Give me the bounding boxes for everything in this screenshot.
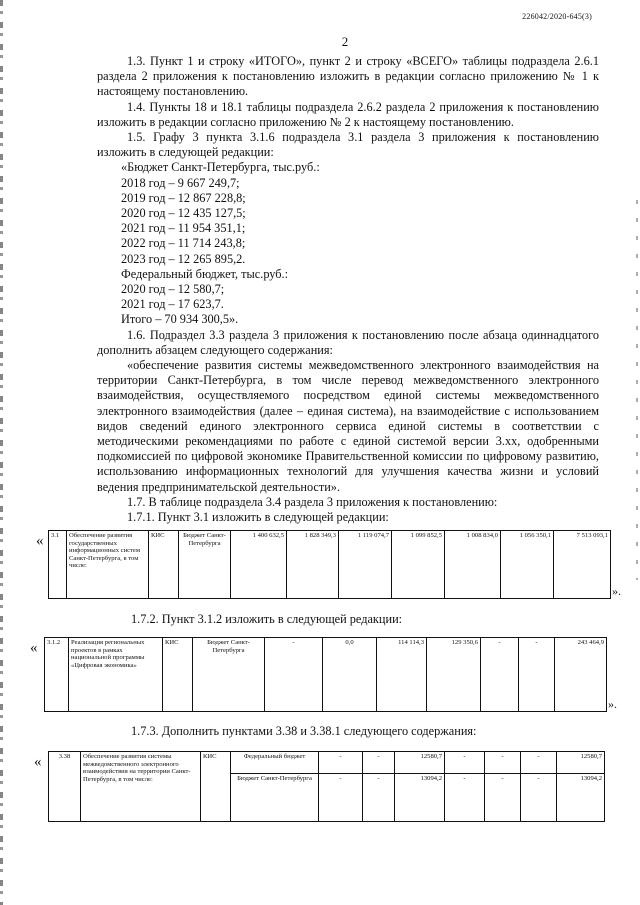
cell-value: 1 099 852,5 xyxy=(392,531,445,599)
cell-num: 3.1.2 xyxy=(45,638,69,712)
close-quote-2: ». xyxy=(608,697,617,711)
cell-num: 3.38 xyxy=(49,752,81,822)
cell-source: Федеральный бюджет xyxy=(231,752,319,774)
budget-line: 2019 год – 12 867 228,8; xyxy=(121,190,246,205)
cell-value: 1 828 349,3 xyxy=(287,531,339,599)
cell-value: - xyxy=(319,774,363,822)
budget-line: Итого – 70 934 300,5». xyxy=(121,312,239,327)
table-item-3-38 xyxy=(48,751,605,822)
open-quote-2: « xyxy=(30,640,38,656)
cell-value: 13094,2 xyxy=(395,774,445,822)
cell-value: - xyxy=(445,774,485,822)
budget-line: 2021 год – 11 954 351,1; xyxy=(121,221,246,236)
cell-exec: КИС xyxy=(201,752,231,822)
cell-name: Реализация региональных проектов в рамках национальной программы «Цифровая экономика» xyxy=(69,638,163,712)
cell-value: - xyxy=(521,752,557,774)
table-item-3-1 xyxy=(48,530,611,599)
cell-exec: КИС xyxy=(149,531,179,599)
open-quote-1: « xyxy=(36,533,44,549)
cell-value: - xyxy=(445,752,485,774)
cell-value: 1 008 834,0 xyxy=(445,531,501,599)
budget-line: 2020 год – 12 580,7; xyxy=(121,282,225,297)
budget-line: 2022 год – 11 714 243,8; xyxy=(121,236,246,251)
budget-line: 2018 год – 9 667 249,7; xyxy=(121,175,240,190)
cell-value: 243 464,9 xyxy=(555,638,607,712)
table-row xyxy=(45,638,607,712)
cell-value: 1 119 074,7 xyxy=(339,531,392,599)
open-quote-3: « xyxy=(34,754,42,770)
cell-value: - xyxy=(265,638,323,712)
cell-value: 12580,7 xyxy=(395,752,445,774)
cell-value: - xyxy=(363,752,395,774)
scan-edge-left xyxy=(0,0,3,905)
cell-value: 0,0 xyxy=(323,638,377,712)
page-number: 2 xyxy=(341,34,349,49)
paragraph-1-4: 1.4. Пункты 18 и 18.1 таблицы подраздела 2.6.2 раздела 2 приложения к постановлению изложить в редакции согласно приложению № 2 к настоящему постановлению. xyxy=(97,99,599,129)
paragraph-1-3: 1.3. Пункт 1 и строку «ИТОГО», пункт 2 и строку «ВСЕГО» таблицы подраздела 2.6.1 раздела 2 приложения к постановлению изложить в редакции согласно приложению № 1 к настоящему постановлению. xyxy=(97,54,599,99)
cell-num: 3.1 xyxy=(49,531,67,599)
budget-line: Федеральный бюджет, тыс.руб.: xyxy=(121,266,289,281)
close-quote-1: ». xyxy=(612,584,621,598)
cell-exec: КИС xyxy=(163,638,193,712)
budget-line: 2023 год – 12 265 895,2. xyxy=(121,251,246,266)
cell-name: Обеспечение развития государственных информационных систем Санкт-Петербурга, в том числе: xyxy=(67,531,149,599)
cell-name: Обеспечение развития системы межведомственного электронного взаимодействия на территории Санкт-Петербурга, в том числе: xyxy=(81,752,201,822)
paragraph-1-6: 1.6. Подраздел 3.3 раздела 3 приложения к постановлению после абзаца одиннадцатого дополнить абзацем следующего содержания: xyxy=(97,327,599,357)
cell-source: Бюджет Санкт-Петербурга xyxy=(193,638,265,712)
table-row xyxy=(49,531,611,599)
cell-value: - xyxy=(319,752,363,774)
cell-value: - xyxy=(519,638,555,712)
cell-value: 114 114,3 xyxy=(377,638,427,712)
quoted-paragraph: «обеспечение развития системы межведомственного электронного взаимодействия на территории Санкт-Петербурга, в том числе перевод межведомственного электронного взаимодействия, осуществляемого посредством единой системы межведомственного электронного взаимодействия (далее – единая система), на взаимодействие с использованием видов сведений единого электронного сервиса единой системы в соответствии с методическими рекомендациями по работе с единой системой версии 3.хх, одобренными подкомиссией по цифровой экономике Правительственной комиссии по цифровому развитию, использованию информационных технологий для улучшения качества жизни и условий ведения предпринимательской деятельности». xyxy=(97,358,599,494)
budget-list xyxy=(97,160,599,327)
cell-source: Бюджет Санкт-Петербурга xyxy=(231,774,319,822)
paragraph-1-7-3: 1.7.3. Дополнить пунктами 3.38 и 3.38.1 следующего содержания: xyxy=(131,724,477,738)
cell-value: 129 350,6 xyxy=(427,638,481,712)
cell-value: - xyxy=(481,638,519,712)
cell-value: 12580,7 xyxy=(557,752,605,774)
cell-value: 7 513 093,1 xyxy=(554,531,611,599)
cell-value: - xyxy=(521,774,557,822)
cell-value: - xyxy=(485,774,521,822)
cell-value: - xyxy=(485,752,521,774)
paragraph-1-7-1: 1.7.1. Пункт 3.1 изложить в следующей редакции: xyxy=(127,510,389,525)
table-item-3-1-2 xyxy=(44,637,607,712)
cell-source: Бюджет Санкт-Петербурга xyxy=(179,531,231,599)
paragraph-1-7-2: 1.7.2. Пункт 3.1.2 изложить в следующей редакции: xyxy=(131,612,403,626)
cell-value: 13094,2 xyxy=(557,774,605,822)
budget-line: «Бюджет Санкт-Петербурга, тыс.руб.: xyxy=(121,160,320,175)
table-row xyxy=(49,752,605,774)
scan-edge-right xyxy=(636,200,638,580)
budget-line: 2021 год – 17 623,7. xyxy=(121,297,224,312)
cell-value: 1 400 632,5 xyxy=(231,531,287,599)
paragraph-1-5: 1.5. Графу 3 пункта 3.1.6 подраздела 3.1 раздела 3 приложения к постановлению изложить в следующей редакции: xyxy=(97,130,599,160)
document-body xyxy=(97,54,599,525)
cell-value: - xyxy=(363,774,395,822)
paragraph-1-7: 1.7. В таблице подраздела 3.4 раздела 3 приложения к постановлению: xyxy=(127,494,498,509)
budget-line: 2020 год – 12 435 127,5; xyxy=(121,206,246,221)
document-number: 226042/2020-645(3) xyxy=(522,12,592,21)
cell-value: 1 056 350,1 xyxy=(501,531,554,599)
